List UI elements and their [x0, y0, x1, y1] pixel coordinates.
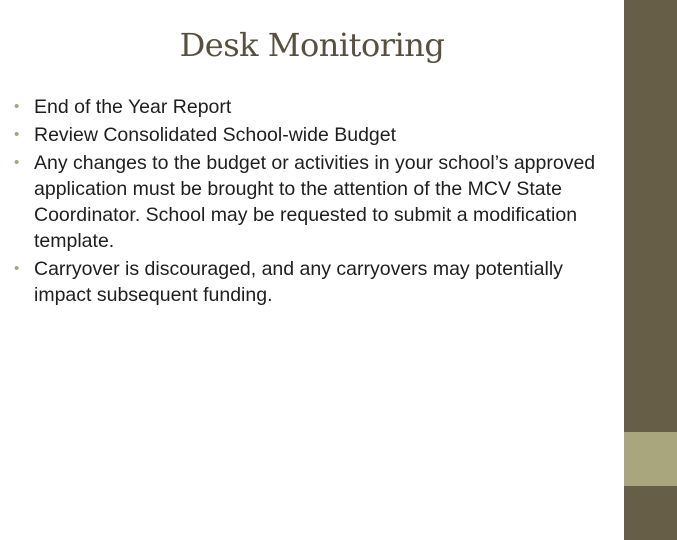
bullet-icon: •	[14, 98, 20, 115]
sidebar-accent-block	[624, 432, 677, 486]
slide-title: Desk Monitoring	[179, 26, 445, 64]
list-item	[14, 94, 614, 120]
bullet-icon: •	[14, 260, 20, 277]
list-item	[14, 256, 614, 308]
decorative-sidebar	[624, 0, 677, 540]
bullet-text: Review Consolidated School-wide Budget	[34, 124, 397, 146]
list-item	[14, 150, 614, 254]
bullet-icon: •	[14, 126, 20, 143]
bullet-text: End of the Year Report	[34, 96, 232, 118]
bullet-list	[14, 94, 614, 310]
bullet-text: Carryover is discouraged, and any carryovers may potentially impact subsequent funding.	[34, 258, 563, 306]
bullet-icon: •	[14, 154, 20, 171]
bullet-text: Any changes to the budget or activities in your school’s approved application must be brought to the attention of the MCV State Coordinator. School may be requested to submit a modification template.	[34, 152, 596, 252]
list-item	[14, 122, 614, 148]
